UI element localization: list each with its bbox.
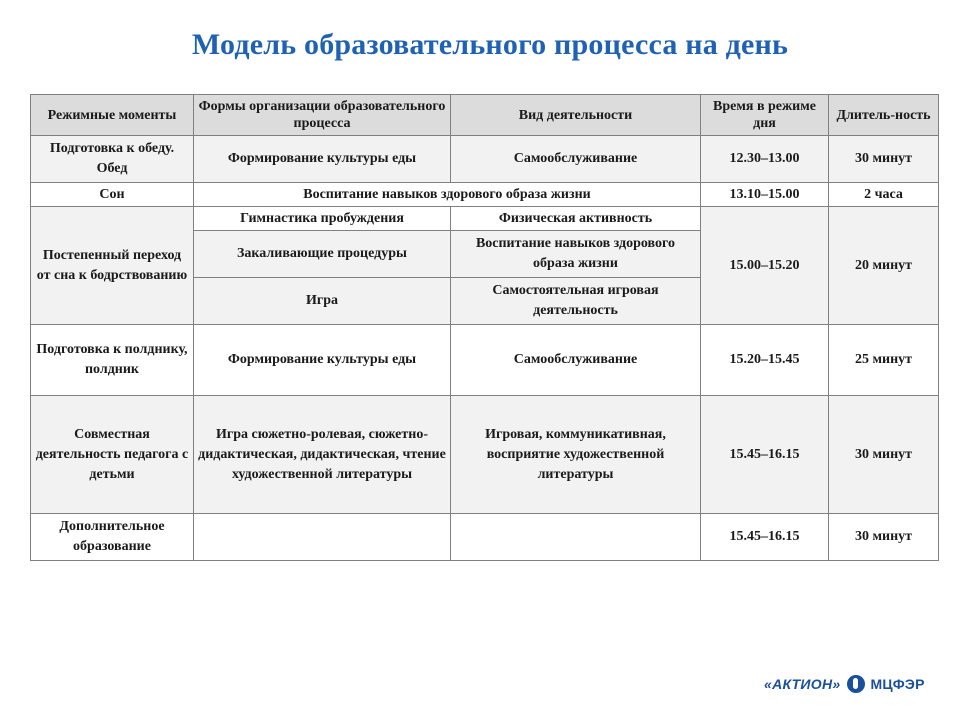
moment-cell: Совместная деятельность педагога с детьми — [31, 396, 194, 514]
header-cell: Режимные моменты — [31, 95, 194, 136]
moment-cell: Постепенный переход от сна к бодрствованию — [31, 207, 194, 325]
moment-cell: Дополнительное образование — [31, 514, 194, 561]
page-title: Модель образовательного процесса на день — [191, 28, 789, 61]
duration-cell: 20 минут — [829, 207, 939, 325]
table-row — [31, 396, 939, 514]
table-header-row — [31, 95, 939, 136]
activity-cell: Самообслуживание — [451, 325, 701, 396]
activity-cell: Самообслуживание — [451, 136, 701, 183]
duration-cell: 30 минут — [829, 514, 939, 561]
header-cell: Формы организации образовательного процесса — [194, 95, 451, 136]
time-cell: 15.45–16.15 — [701, 396, 829, 514]
header-cell: Время в режиме дня — [701, 95, 829, 136]
merged-activity-cell: Воспитание навыков здорового образа жизни — [194, 183, 701, 207]
moment-cell: Сон — [31, 183, 194, 207]
activity-cell: Самостоятельная игровая деятельность — [451, 278, 701, 325]
form-cell: Игра сюжетно-ролевая, сюжетно-дидактическая, дидактическая, чтение художественной литературы — [194, 396, 451, 514]
table-row — [31, 207, 939, 231]
time-cell: 12.30–13.00 — [701, 136, 829, 183]
duration-cell: 2 часа — [829, 183, 939, 207]
table-row — [31, 183, 939, 207]
form-cell — [194, 514, 451, 561]
header-cell: Вид деятельности — [451, 95, 701, 136]
form-cell: Игра — [194, 278, 451, 325]
time-cell: 15.00–15.20 — [701, 207, 829, 325]
activity-cell — [451, 514, 701, 561]
time-cell: 13.10–15.00 — [701, 183, 829, 207]
form-cell: Формирование культуры еды — [194, 136, 451, 183]
moment-cell: Подготовка к обеду. Обед — [31, 136, 194, 183]
header-cell: Длитель-ность — [829, 95, 939, 136]
table-row — [31, 514, 939, 561]
moment-cell: Подготовка к полднику, полдник — [31, 325, 194, 396]
table-row — [31, 136, 939, 183]
activity-cell: Физическая активность — [451, 207, 701, 231]
mcfer-emblem-icon — [847, 675, 865, 693]
activity-cell: Воспитание навыков здорового образа жизни — [451, 231, 701, 278]
duration-cell: 30 минут — [829, 136, 939, 183]
footer-logo — [764, 673, 925, 695]
form-cell: Формирование культуры еды — [194, 325, 451, 396]
aktion-brand: «АКТИОН» — [764, 676, 841, 692]
schedule-table — [30, 94, 939, 561]
table-row — [31, 325, 939, 396]
form-cell: Гимнастика пробуждения — [194, 207, 451, 231]
activity-cell: Игровая, коммуникативная, восприятие художественной литературы — [451, 396, 701, 514]
form-cell: Закаливающие процедуры — [194, 231, 451, 278]
time-cell: 15.45–16.15 — [701, 514, 829, 561]
duration-cell: 25 минут — [829, 325, 939, 396]
duration-cell: 30 минут — [829, 396, 939, 514]
mcfer-brand: МЦФЭР — [870, 676, 925, 692]
time-cell: 15.20–15.45 — [701, 325, 829, 396]
